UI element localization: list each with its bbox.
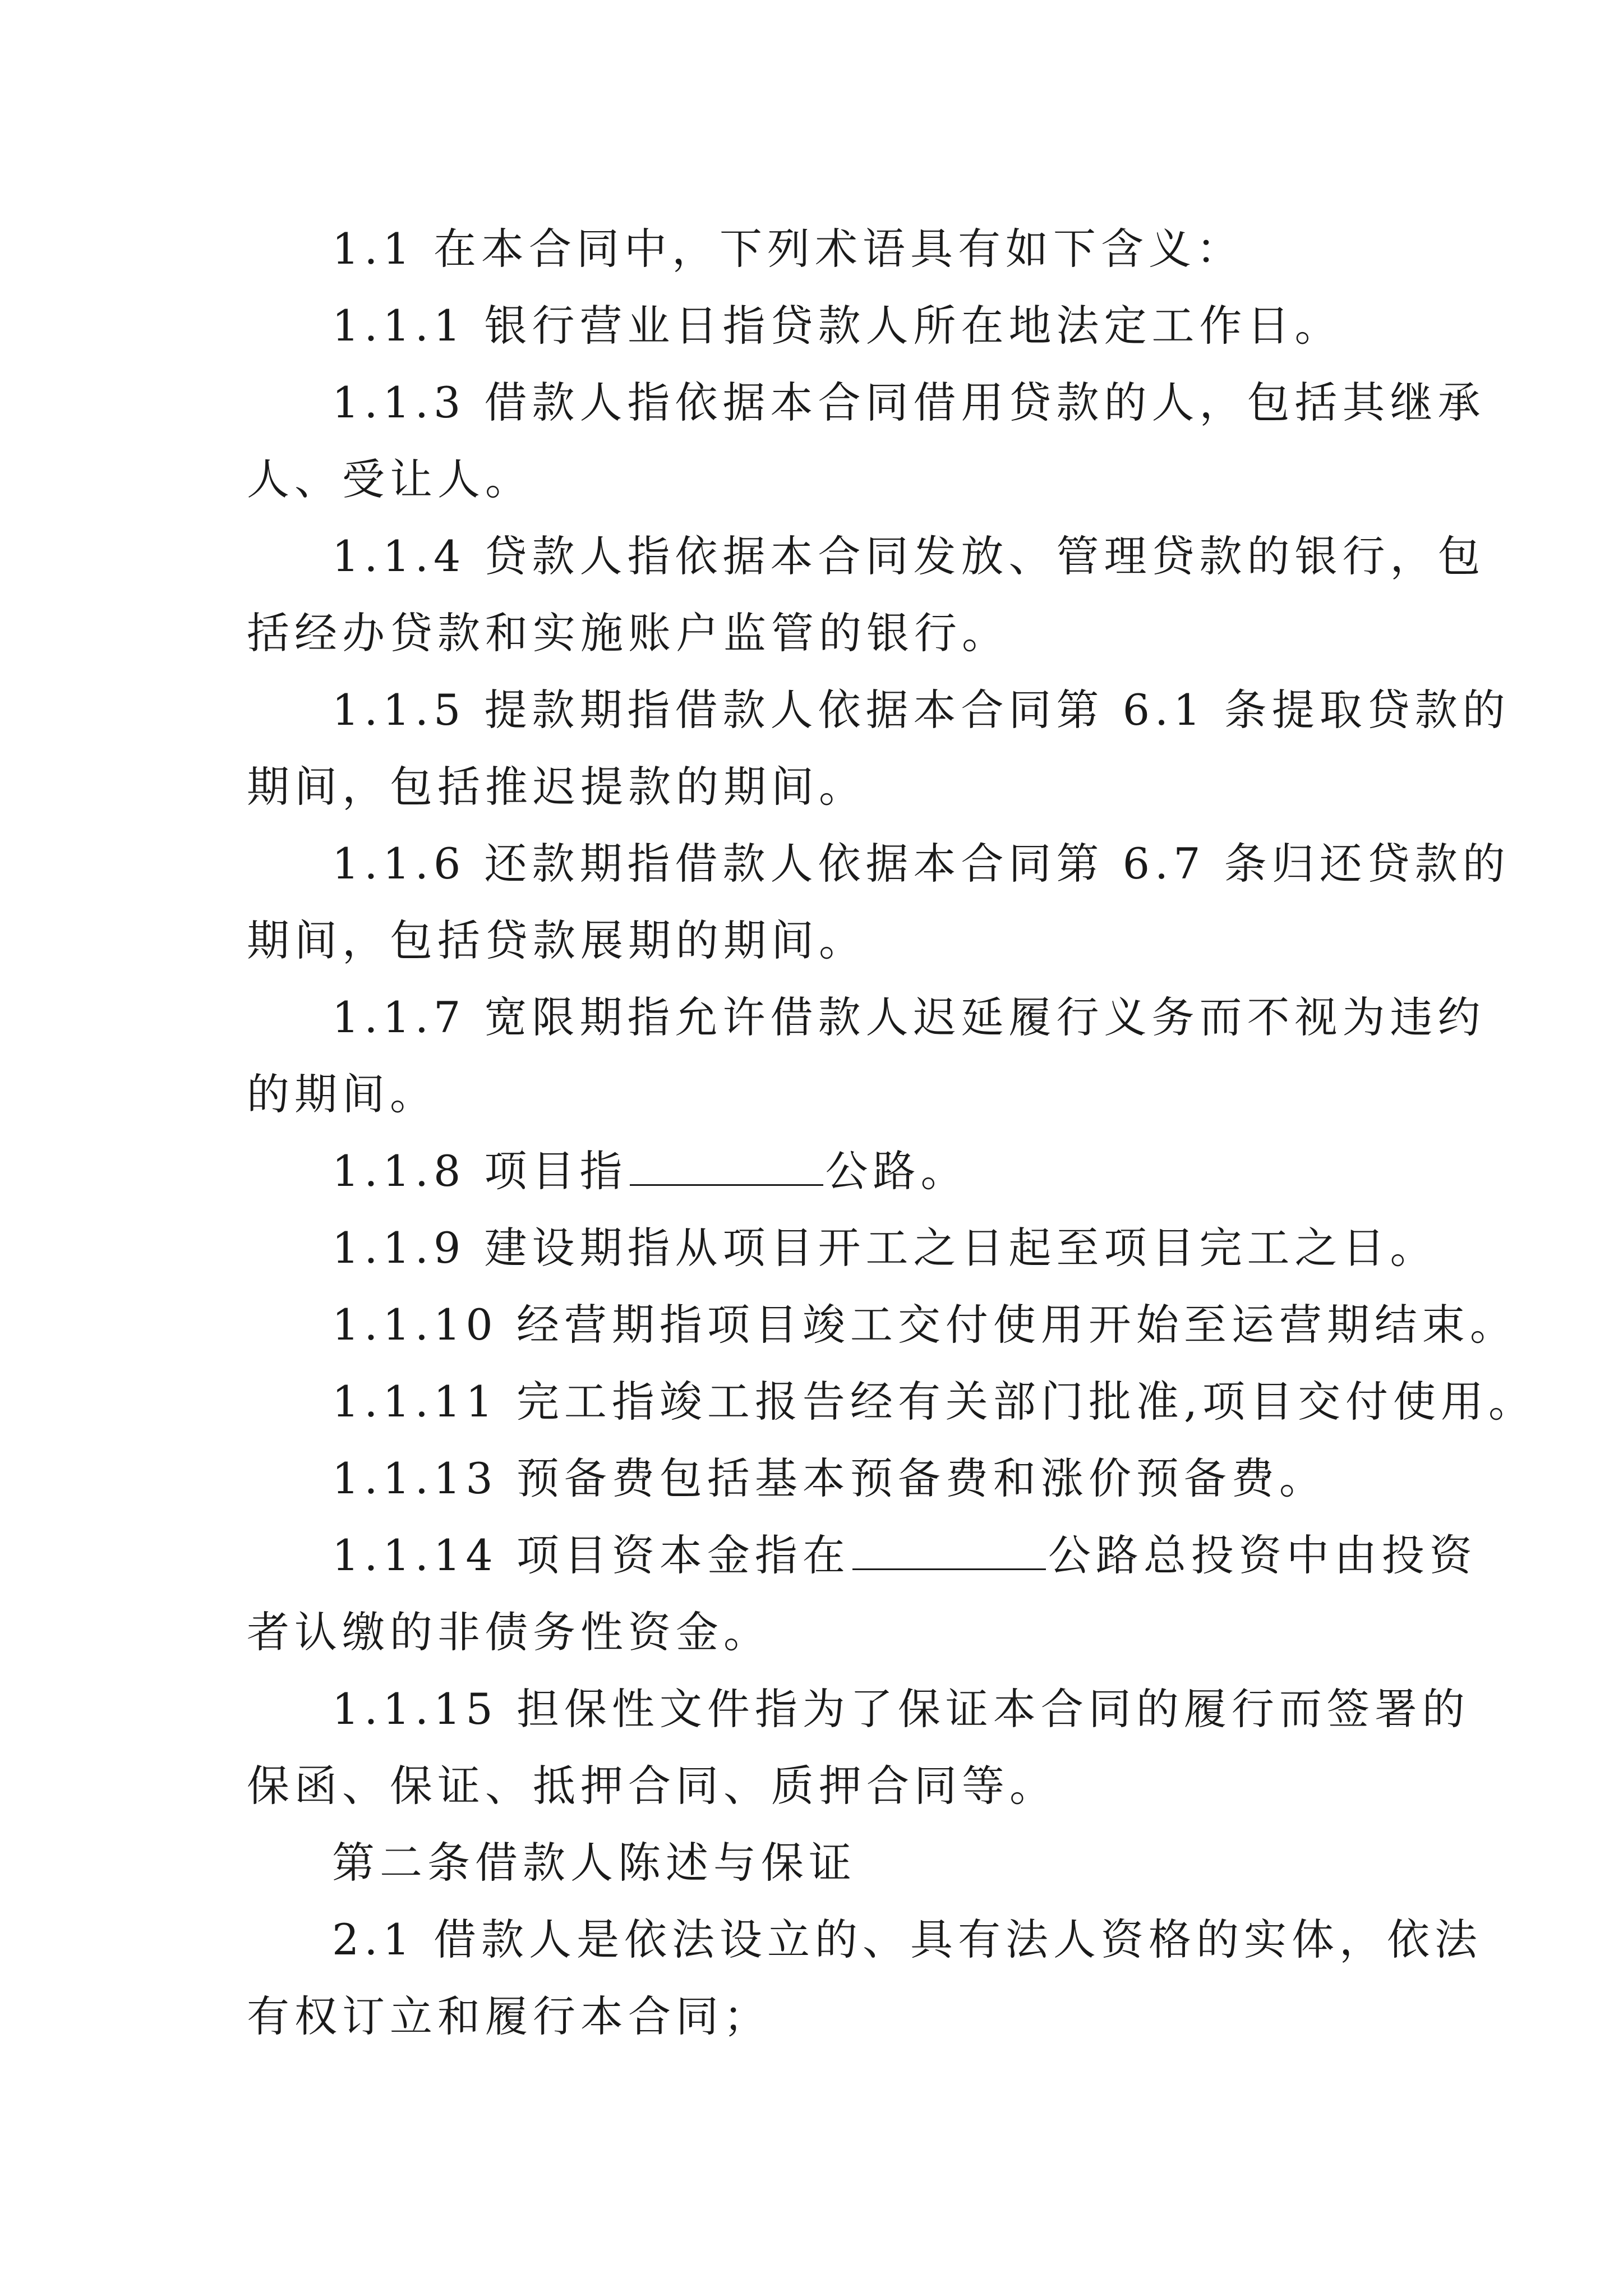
clause-1-1-9: 1.1.9 建设期指从项目开工之日起至项目完工之日。 (332, 1223, 1438, 1273)
clause-2-1: 2.1 借款人是依法设立的、具有法人资格的实体，依法 (332, 1915, 1483, 1964)
clause-1-1-7: 1.1.7 宽限期指允许借款人迟延履行义务而不视为违约 (332, 992, 1486, 1042)
contract-text (247, 210, 1537, 2055)
clause-1-1-14-after: 公路总投资中由投资 (1048, 1530, 1477, 1580)
clause-1-1-4: 1.1.4 贷款人指依据本合同发放、管理贷款的银行，包 (332, 531, 1486, 581)
clause-1-1-4-cont: 括经办贷款和实施账户监管的银行。 (247, 608, 1009, 658)
clause-1-1-5: 1.1.5 提款期指借款人依据本合同第 6.1 条提取贷款的 (332, 685, 1510, 735)
clause-1-1-14 (247, 1517, 1477, 1594)
clause-1-1: 1.1 在本合同中，下列术语具有如下含义： (332, 224, 1244, 274)
clause-1-1-6-cont: 期间，包括贷款展期的期间。 (247, 915, 866, 965)
clause-1-1-8-before: 1.1.8 项目指 (332, 1146, 628, 1196)
clause-1-1-3-cont: 人、受让人。 (247, 454, 533, 504)
clause-1-1-6: 1.1.6 还款期指借款人依据本合同第 6.7 条归还贷款的 (332, 839, 1510, 889)
clause-1-1-5-cont: 期间，包括推迟提款的期间。 (247, 762, 866, 812)
clause-2-1-cont: 有权订立和履行本合同； (247, 1991, 771, 2041)
fill-in-blank (852, 1529, 1046, 1570)
clause-1-1-14-cont: 者认缴的非债务性资金。 (247, 1607, 771, 1657)
clause-1-1-3: 1.1.3 借款人指依据本合同借用贷款的人，包括其继承 (332, 378, 1486, 427)
clause-1-1-10: 1.1.10 经营期指项目竣工交付使用开始至运营期结束。 (332, 1300, 1518, 1350)
fill-in-blank (630, 1145, 823, 1186)
clause-1-1-11: 1.1.11 完工指竣工报告经有关部门批准,项目交付使用。 (332, 1377, 1537, 1427)
clause-1-1-14-before: 1.1.14 项目资本金指在 (332, 1530, 850, 1580)
article-2-heading: 第二条借款人陈述与保证 (332, 1838, 856, 1888)
clause-1-1-15-cont: 保函、保证、抵押合同、质押合同等。 (247, 1761, 1057, 1811)
clause-1-1-7-cont: 的期间。 (247, 1069, 437, 1119)
clause-1-1-13: 1.1.13 预备费包括基本预备费和涨价预备费。 (332, 1453, 1327, 1503)
clause-1-1-15: 1.1.15 担保性文件指为了保证本合同的履行而签署的 (332, 1684, 1470, 1734)
clause-1-1-1: 1.1.1 银行营业日指贷款人所在地法定工作日。 (332, 301, 1343, 351)
clause-1-1-8 (247, 1133, 1380, 1209)
clause-1-1-8-after: 公路。 (825, 1146, 969, 1196)
